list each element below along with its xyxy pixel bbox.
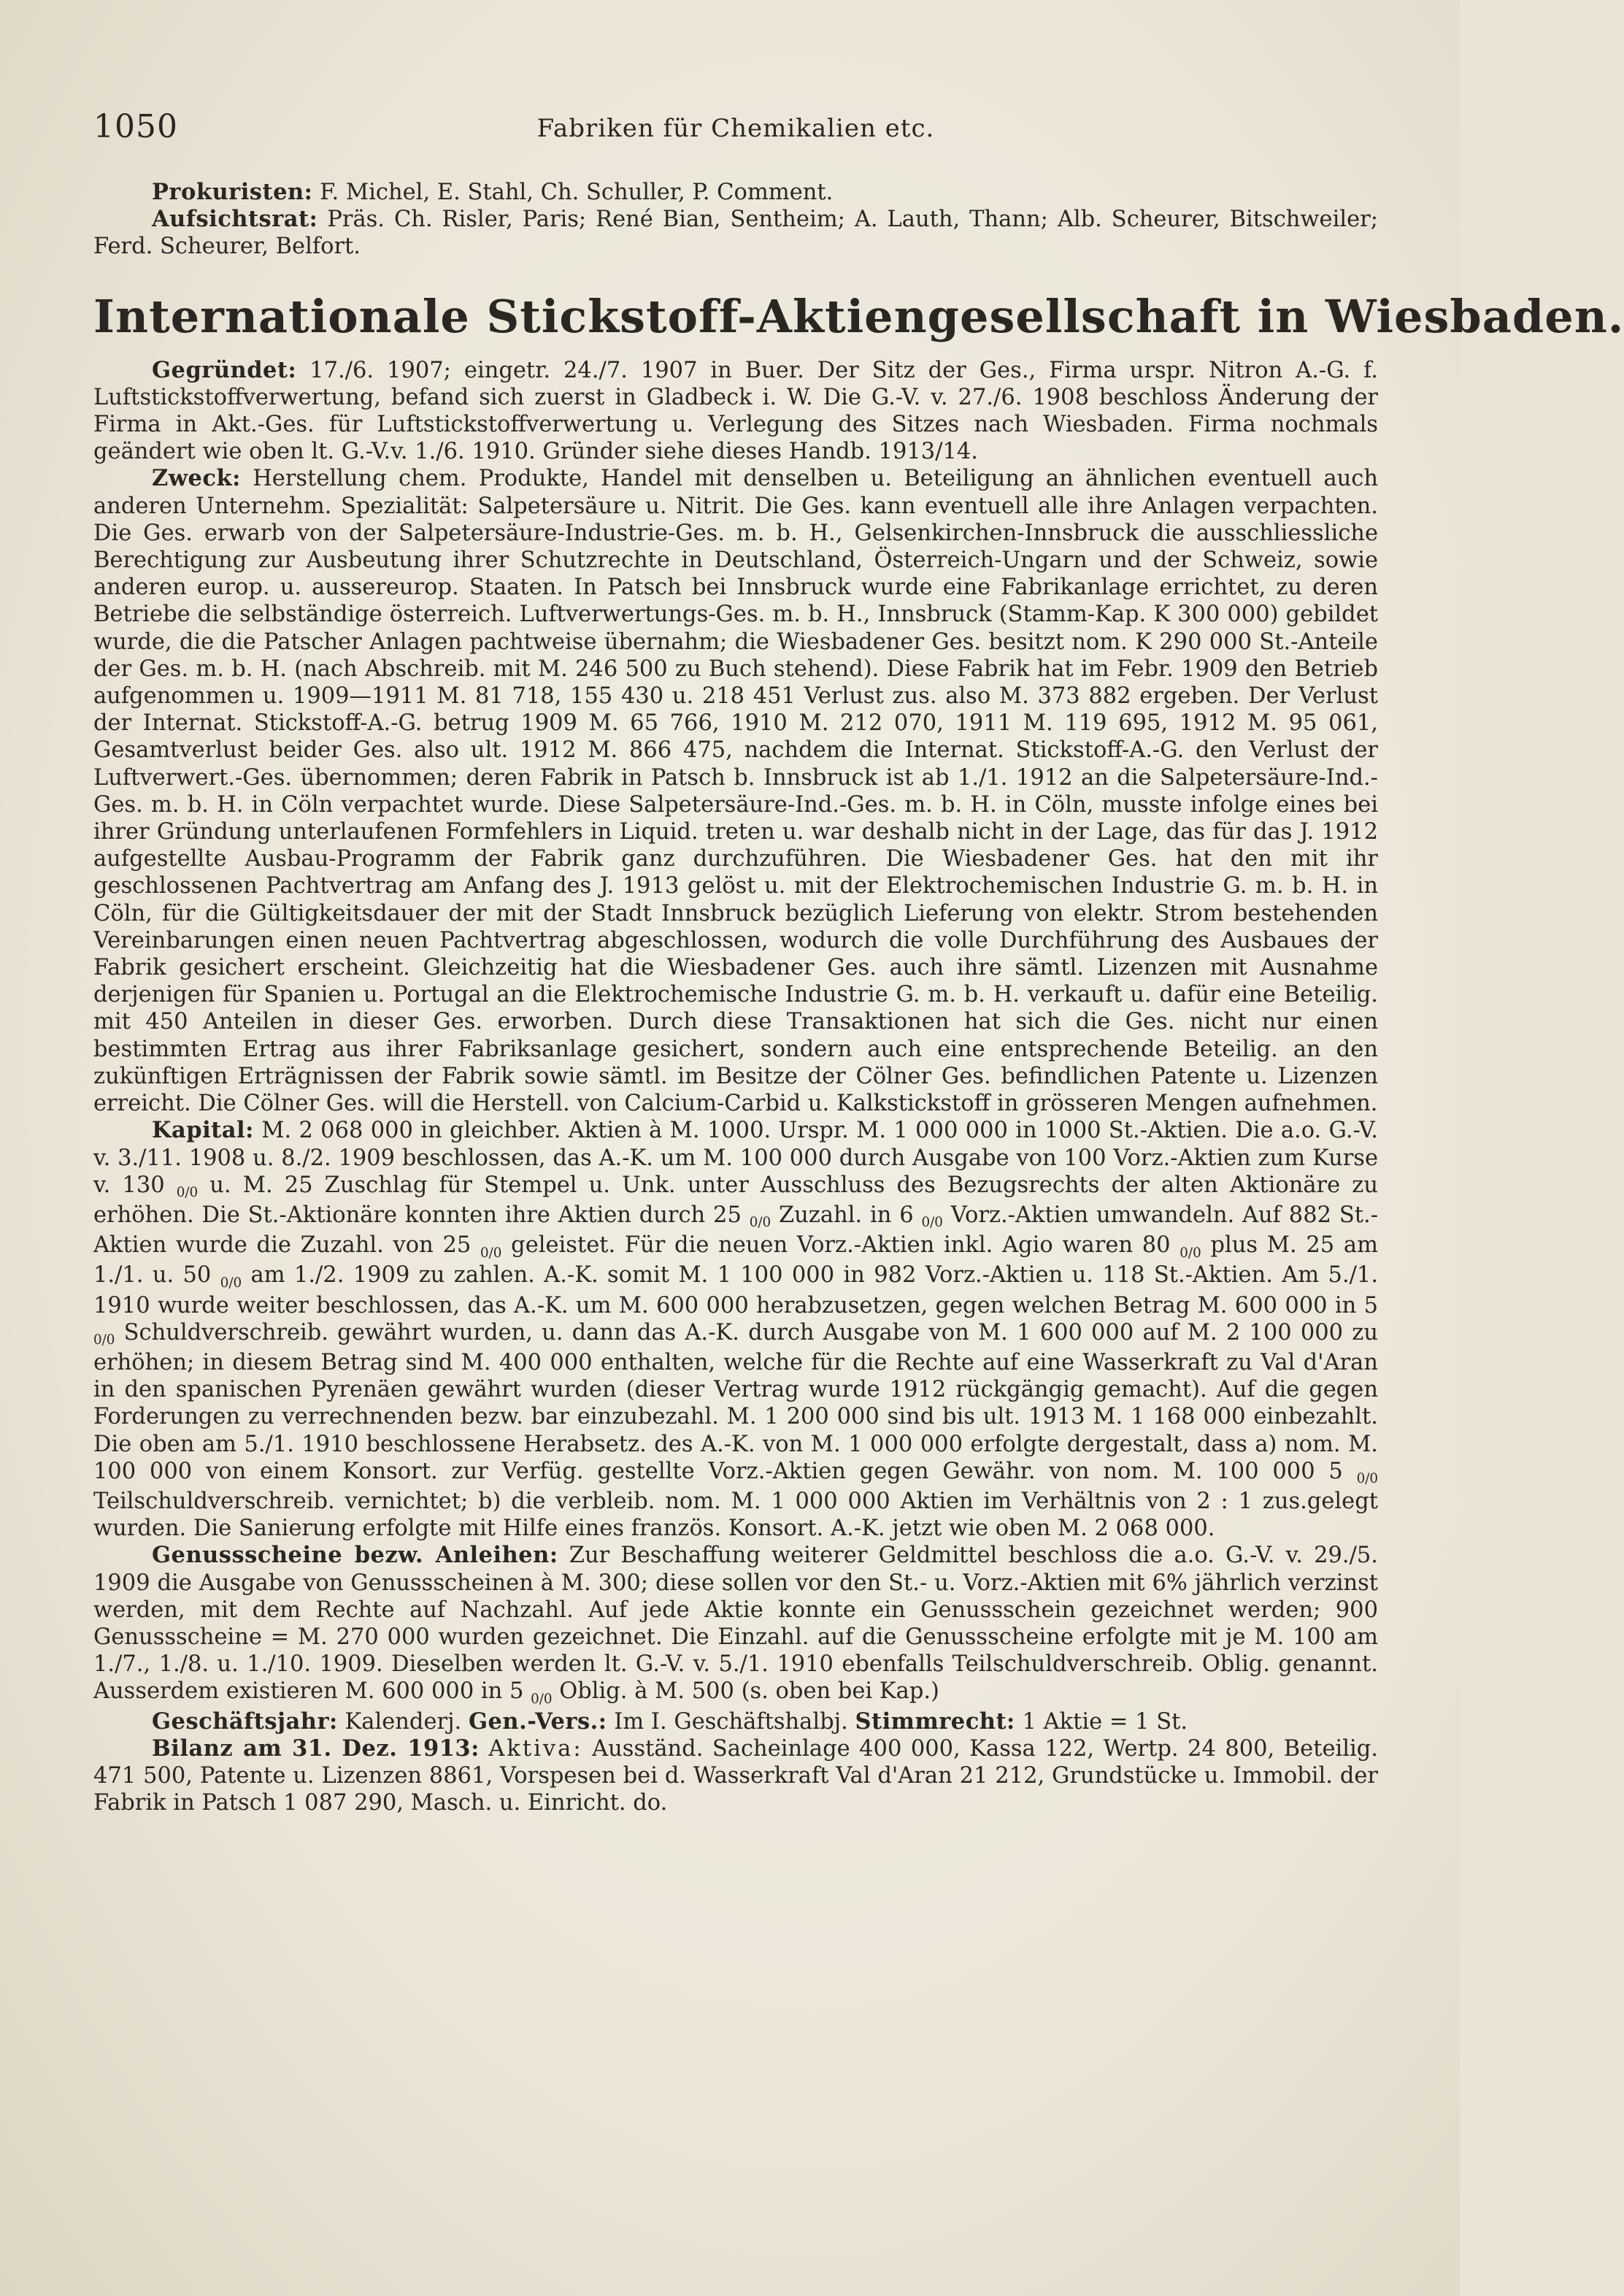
kapital-text-1: M. 2 068 000 in gleichber. Aktien à M. 1000. Urspr. M. 1 000 000 in 1000 St.-Aktien. Die a.o. G.-V. v. 3./11. 1908 u. 8./2. 1909 beschlossen, das A.-K. um M. 100 000 durch Ausgabe von 100 Vorz.-Aktien zum Kurse v. 130: [93, 1118, 1378, 1198]
body-text: [93, 179, 1624, 1816]
aufsichtsrat-paragraph: [93, 206, 1378, 260]
prokuristen-paragraph: [93, 179, 1378, 206]
kapital-text-9: Teilschuldverschreib. vernichtet; b) die verbleib. nom. M. 1 000 000 Aktien im Verhältnis von 2 : 1 zus.gelegt wurden. Die Sanierung erfolgte mit Hilfe eines französ. Konsort. A.-K. jetzt wie oben M. 2 068 000.: [93, 1488, 1378, 1542]
kapital-label: Kapital:: [152, 1117, 254, 1144]
bilanz-label: Bilanz am 31. Dez. 1913:: [152, 1735, 480, 1762]
percent-sign: 0/0: [480, 1245, 502, 1261]
gegruendet-paragraph: [93, 357, 1378, 466]
kapital-text-5: geleistet. Für die neuen Vorz.-Aktien inkl. Agio waren 80: [511, 1232, 1171, 1259]
kapital-text-6: plus M. 25 am 1./1. u. 50: [93, 1232, 1379, 1289]
geschaeftsjahr-paragraph: [93, 1708, 1378, 1735]
genussscheine-label: Genussscheine bezw. Anleihen:: [152, 1542, 558, 1569]
kapital-paragraph: [93, 1117, 1378, 1542]
aufsichtsrat-label: Aufsichtsrat:: [152, 206, 318, 233]
percent-sign: 0/0: [176, 1185, 199, 1201]
percent-sign: %: [1166, 1570, 1188, 1596]
aktiva-label: Aktiva:: [488, 1735, 583, 1762]
zweck-text: Herstellung chem. Produkte, Handel mit denselben u. Beteiligung an ähnlichen eventuell auch anderen Unternehm. Spezialität: Salpetersäure u. Nitrit. Die Ges. kann eventuell alle ihre Anlagen verpachten. Die Ges. erwarb von der Salpetersäure-Industrie-Ges. m. b. H., Gelsenkirchen-Innsbruck die ausschliessliche Berechtigung zur Ausbeutung ihrer Schutzrechte in Deutschland, Österreich-Ungarn und der Schweiz, sowie anderen europ. u. aussereurop. Staaten. In Patsch bei Innsbruck wurde eine Fabrikanlage errichtet, zu deren Betriebe die selbständige österreich. Luftverwertungs-Ges. m. b. H., Innsbruck (Stamm-Kap. K 300 000) gebildet wurde, die die Patscher Anlagen pachtweise übernahm; die Wiesbadener Ges. besitzt nom. K 290 000 St.-Anteile der Ges. m. b. H. (nach Abschreib. mit M. 246 500 zu Buch stehend). Diese Fabrik hat im Febr. 1909 den Betrieb aufgenommen u. 1909—1911 M. 81 718, 155 430 u. 218 451 Verlust zus. also M. 373 882 ergeben. Der Verlust der Internat. Stickstoff-A.-G. betrug 1909 M. 65 766, 1910 M. 212 070, 1911 M. 119 695, 1912 M. 95 061, Gesamtverlust beider Ges. also ult. 1912 M. 866 475, nachdem die Internat. Stickstoff-A.-G. den Verlust der Luftverwert.-Ges. übernommen; deren Fabrik in Patsch b. Innsbruck ist ab 1./1. 1912 an die Salpetersäure-Ind.-Ges. m. b. H. in Cöln verpachtet wurde. Diese Salpetersäure-Ind.-Ges. m. b. H. in Cöln, musste infolge eines bei ihrer Gründung unterlaufenen Formfehlers in Liquid. treten u. war deshalb nicht in der Lage, das für das J. 1912 aufgestellte Ausbau-Programm der Fabrik ganz durchzuführen. Die Wiesbadener Ges. hat den mit ihr geschlossenen Pachtvertrag am Anfang des J. 1913 gelöst u. mit der Elektrochemischen Industrie G. m. b. H. in Cöln, für die Gültigkeitsdauer der mit der Stadt Innsbruck bezüglich Lieferung von elektr. Strom bestehenden Vereinbarungen einen neuen Pachtvertrag abgeschlossen, wodurch die volle Durchführung des Ausbaues der Fabrik gesichert erscheint. Gleichzeitig hat die Wiesbadener Ges. auch ihre sämtl. Lizenzen mit Ausnahme derjenigen für Spanien u. Portugal an die Elektrochemische Industrie G. m. b. H. verkauft u. dafür eine Beteilig. mit 450 Anteilen in dieser Ges. erworben. Durch diese Transaktionen hat sich die Ges. nicht nur einen bestimmten Ertrag aus ihrer Fabriksanlage gesichert, sondern auch eine entsprechende Beteilig. an den zukünftigen Erträgnissen der Fabrik sowie sämtl. im Besitze der Cölner Ges. befindlichen Patente u. Lizenzen erreicht. Die Cölner Ges. will die Herstell. von Calcium-Carbid u. Kalkstickstoff in grösseren Mengen aufnehmen.: [93, 466, 1379, 1117]
kapital-text-4: Vorz.-Aktien umwandeln. Auf 882 St.-Aktien wurde die Zuzahl. von 25: [93, 1202, 1379, 1259]
prokuristen-label: Prokuristen:: [152, 179, 313, 205]
gegruendet-label: Gegründet:: [152, 356, 297, 383]
gegruendet-text: 17./6. 1907; eingetr. 24./7. 1907 in Buer. Der Sitz der Ges., Firma urspr. Nitron A.-G. f. Luftstickstoffverwertung, befand sich zuerst in Gladbeck i. W. Die G.-V. v. 27./6. 1908 beschloss Änderung der Firma in Akt.-Ges. für Luftstickstoffverwertung u. Verlegung des Sitzes nach Wiesbaden. Firma nochmals geändert wie oben lt. G.-V.v. 1./6. 1910. Gründer siehe dieses Handb. 1913/14.: [93, 357, 1379, 465]
percent-sign: 0/0: [1179, 1245, 1201, 1261]
genussscheine-text-3: Oblig. à M. 500 (s. oben bei Kap.): [559, 1678, 939, 1705]
genussscheine-paragraph: [93, 1542, 1378, 1708]
running-title: Fabriken für Chemikalien etc.: [536, 114, 935, 143]
kapital-text-3: Zuzahl. in 6: [778, 1202, 914, 1228]
aufsichtsrat-text: Präs. Ch. Risler, Paris; René Bian, Sentheim; A. Lauth, Thann; Alb. Scheurer, Bitschweiler; Ferd. Scheurer, Belfort.: [93, 207, 1378, 260]
running-head: [93, 108, 1378, 152]
page-number: 1050: [93, 108, 178, 145]
geschaeftsjahr-text: Kalenderj.: [345, 1708, 462, 1735]
gen-vers-text: Im I. Geschäftshalbj.: [614, 1708, 848, 1735]
kapital-text-8: Schuldverschreib. gewährt wurden, u. dann das A.-K. durch Ausgabe von M. 1 600 000 auf M. 2 100 000 zu erhöhen; in diesem Betrag sind M. 400 000 enthalten, welche für die Rechte auf eine Wasserkraft zu Val d'Aran in den spanischen Pyrenäen gewährt wurden (dieser Vertrag wurde 1912 rückgängig gemacht). Auf die gegen Forderungen zu verrechnenden bezw. bar einzubezahl. M. 1 200 000 sind bis ult. 1913 M. 1 168 000 einbezahlt. Die oben am 5./1. 1910 beschlossene Herabsetz. des A.-K. von M. 1 000 000 erfolgte dergestalt, dass a) nom. M. 100 000 von einem Konsort. zur Verfüg. gestellte Vorz.-Aktien gegen Gewähr. von nom. M. 100 000 5: [93, 1319, 1378, 1484]
kapital-text-7: am 1./2. 1909 zu zahlen. A.-K. somit M. 1 100 000 in 982 Vorz.-Aktien u. 118 St.-Aktien. Am 5./1. 1910 wurde weiter beschlossen, das A.-K. um M. 600 000 herabzusetzen, gegen welchen Betrag M. 600 000 in 5: [93, 1262, 1379, 1318]
percent-sign: 0/0: [921, 1215, 943, 1231]
percent-sign: 0/0: [531, 1691, 553, 1707]
prokuristen-text: F. Michel, E. Stahl, Ch. Schuller, P. Comment.: [320, 180, 834, 205]
percent-sign: 0/0: [749, 1215, 771, 1231]
bilanz-paragraph: [93, 1735, 1378, 1817]
zweck-label: Zweck:: [152, 465, 241, 492]
stimmrecht-label: Stimmrecht:: [855, 1708, 1015, 1735]
bilanz-text: Ausständ. Sacheinlage 400 000, Kassa 122, Wertp. 24 800, Beteilig. 471 500, Patente u. Lizenzen 8861, Vorspesen bei d. Wasserkraft Val d'Aran 21 212, Grundstücke u. Immobil. der Fabrik in Patsch 1 087 290, Masch. u. Einricht. do.: [93, 1735, 1378, 1816]
zweck-paragraph: [93, 465, 1378, 1117]
geschaeftsjahr-label: Geschäftsjahr:: [152, 1708, 338, 1735]
percent-sign: 0/0: [220, 1275, 242, 1291]
company-title: Internationale Stickstoff-Aktiengesellschaft in Wiesbaden.: [93, 289, 1624, 343]
genussscheine-text-2: jährlich verzinst werden, mit dem Rechte auf Nachzahl. Auf jede Aktie konnte ein Genussschein gezeichnet werden; 900 Genussscheine = M. 270 000 wurden gezeichnet. Die Einzahl. auf die Genussscheine erfolgte mit je M. 100 am 1./7., 1./8. u. 1./10. 1909. Dieselben werden lt. G.-V. v. 5./1. 1910 ebenfalls Teilschuldverschreib. Oblig. genannt. Ausserdem existieren M. 600 000 in 5: [93, 1570, 1379, 1705]
genussscheine-text-1: Zur Beschaffung weiterer Geldmittel beschloss die a.o. G.-V. v. 29./5. 1909 die Ausgabe von Genussscheinen à M. 300; diese sollen vor den St.- u. Vorz.-Aktien mit 6: [93, 1543, 1378, 1596]
gen-vers-label: Gen.-Vers.:: [468, 1708, 607, 1735]
kapital-text-2: u. M. 25 Zuschlag für Stempel u. Unk. unter Ausschluss des Bezugsrechts der alten Aktionäre zu erhöhen. Die St.-Aktionäre konnten ihre Aktien durch 25: [93, 1172, 1378, 1228]
percent-sign: 0/0: [93, 1332, 115, 1348]
stimmrecht-text: 1 Aktie = 1 St.: [1022, 1708, 1188, 1735]
percent-sign: 0/0: [1356, 1471, 1378, 1487]
